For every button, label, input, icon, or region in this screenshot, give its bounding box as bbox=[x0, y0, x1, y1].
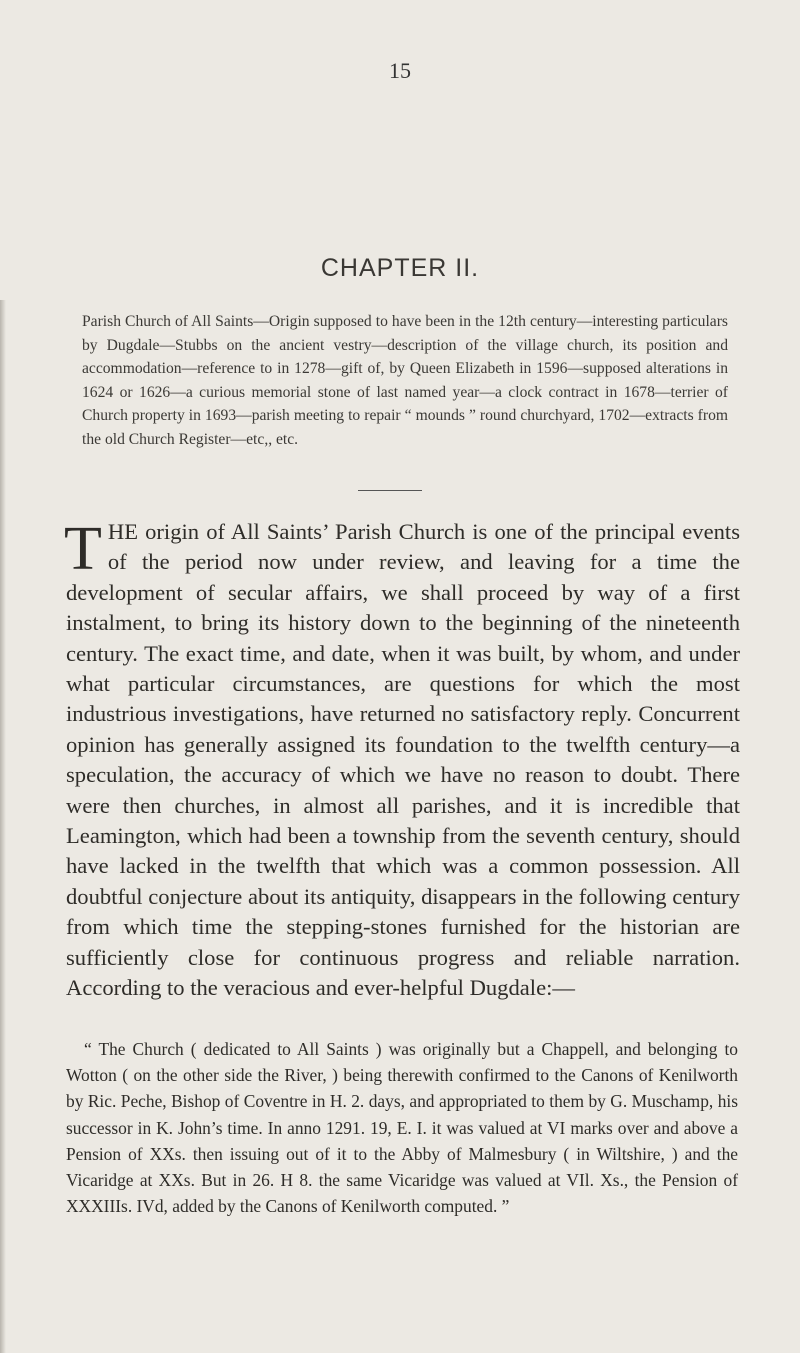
chapter-title: CHAPTER II. bbox=[320, 254, 480, 282]
page-number: 15 bbox=[389, 58, 411, 83]
drop-cap: T bbox=[64, 515, 102, 583]
dugdale-quotation: “ The Church ( dedicated to All Saints ) was originally but a Chappell, and belonging to Wotton ( on the other side the River, ) being therewith confirmed to the Canons of Kenilworth by Ric. Peche, Bishop of Coventre in H. 2. days, and appropriated to them by G. Muschamp, his successor in K. John’s time. In anno 1291. 19, E. I. it was valued at VI marks over and above a Pension of XXs. then issuing out of it to the Abby of Malmesbury ( in Wiltshire, ) and the Vicaridge at XXs. But in 26. H 8. the same Vicaridge was valued at VIl. Xs., the Pension of XXXIIIs. IVd, added by the Canons of Kenilworth computed. ” bbox=[66, 1039, 738, 1217]
body-paragraph bbox=[66, 517, 740, 1004]
chapter-synopsis: Parish Church of All Saints—Origin supposed to have been in the 12th century—interesting particulars by Dugdale—Stubbs on the ancient vestry—description of the village church, its position and accommodation—reference to in 1278—gift of, by Queen Elizabeth in 1596—supposed alterations in 1624 or 1626—a curious memorial stone of last named year—a clock contract in 1678—terrier of Church property in 1693—parish meeting to repair “ mounds ” round churchyard, 1702—extracts from the old Church Register—etc,, etc. bbox=[82, 313, 728, 448]
section-divider bbox=[358, 490, 422, 491]
page-edge-shadow bbox=[0, 300, 6, 1353]
body-paragraph-text: HE origin of All Saints’ Parish Church is one of the principal events of the period now under review, and leaving for a time the development of secular affairs, we shall proceed by way of a first instalment, to bring its history down to the beginning of the nineteenth century. The exact time, and date, when it was built, by whom, and under what particular circumstances, are questions for which the most industrious investigations, have returned no satisfactory reply. Concurrent opinion has generally assigned its foundation to the twelfth century—a speculation, the accuracy of which we have no reason to doubt. There were then churches, in almost all parishes, and it is incredible that Leamington, which had been a township from the seventh century, should have lacked in the twelfth that which was a common possession. All doubtful conjecture about its antiquity, disappears in the following century from which time the stepping-stones furnished for the historian are sufficiently close for continuous progress and reliable narration. According to the veracious and ever-helpful Dugdale:— bbox=[66, 519, 740, 1001]
